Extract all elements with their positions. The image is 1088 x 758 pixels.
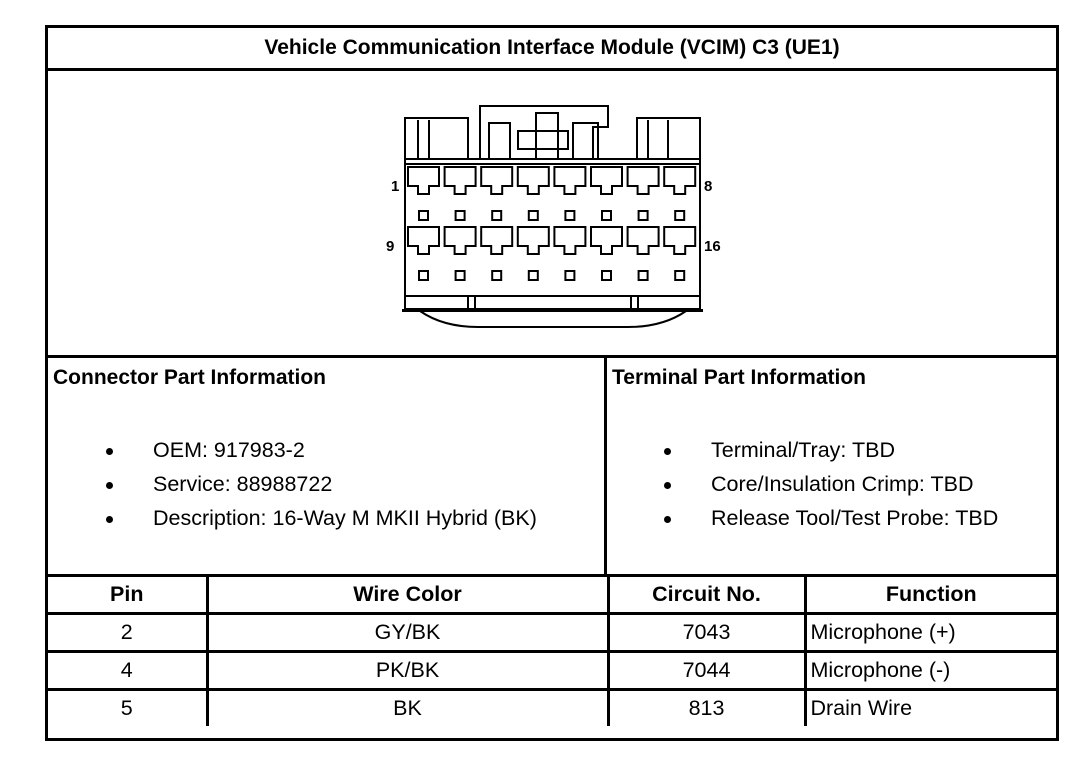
connector-oem: OEM: 917983-2 <box>153 438 305 462</box>
bullet-icon <box>664 448 671 455</box>
cell-function: Drain Wire <box>805 690 1056 727</box>
table-row <box>48 614 1056 652</box>
pin-cavity-1 <box>408 167 439 194</box>
connector-latch <box>405 118 468 159</box>
connector-housing <box>405 159 700 309</box>
terminal-info-heading: Terminal Part Information <box>612 366 866 389</box>
cell-wire-color: PK/BK <box>207 652 608 690</box>
pin-cavity-12 <box>518 227 549 254</box>
test-window-7 <box>639 211 648 220</box>
connector-sheet <box>45 25 1059 741</box>
pin-cavity-4 <box>518 167 549 194</box>
pin-cavity-14 <box>591 227 622 254</box>
terminal-crimp: Core/Insulation Crimp: TBD <box>711 472 974 496</box>
terminal-release-tool: Release Tool/Test Probe: TBD <box>711 506 999 530</box>
test-window-9 <box>419 271 428 280</box>
bullet-icon <box>664 516 671 523</box>
cell-wire-color: GY/BK <box>207 614 608 652</box>
terminal-part-info <box>607 358 1056 574</box>
table-row <box>48 690 1056 727</box>
header-function: Function <box>805 577 1056 614</box>
connector-part-info <box>48 358 607 574</box>
cell-function: Microphone (-) <box>805 652 1056 690</box>
pin-cavity-8 <box>664 167 695 194</box>
pin-cavity-10 <box>445 227 476 254</box>
connector-service: Service: 88988722 <box>153 472 333 496</box>
page-title: Vehicle Communication Interface Module (VCIM) C3 (UE1) <box>48 28 1056 71</box>
pin-cavity-11 <box>481 227 512 254</box>
test-window-14 <box>602 271 611 280</box>
bullet-icon <box>106 448 113 455</box>
pin-cavity-6 <box>591 167 622 194</box>
test-window-10 <box>456 271 465 280</box>
cell-circuit-no: 7043 <box>608 614 805 652</box>
test-window-2 <box>456 211 465 220</box>
pin-cavity-13 <box>554 227 585 254</box>
cell-circuit-no: 7044 <box>608 652 805 690</box>
pin-cavity-3 <box>481 167 512 194</box>
cell-function: Microphone (+) <box>805 614 1056 652</box>
pin-label-9: 9 <box>386 238 395 255</box>
terminal-tray: Terminal/Tray: TBD <box>711 438 895 462</box>
pin-label-1: 1 <box>391 178 400 195</box>
pin-cavity-9 <box>408 227 439 254</box>
cell-wire-color: BK <box>207 690 608 727</box>
pin-cavity-7 <box>628 167 659 194</box>
pin-cavity-2 <box>445 167 476 194</box>
part-info-section <box>48 358 1056 577</box>
header-pin: Pin <box>48 577 207 614</box>
bullet-icon <box>106 516 113 523</box>
connector-description: Description: 16-Way M MKII Hybrid (BK) <box>153 506 537 530</box>
cell-pin: 4 <box>48 652 207 690</box>
pin-cavity-5 <box>554 167 585 194</box>
connector-face-drawing <box>48 71 1056 355</box>
connector-info-heading: Connector Part Information <box>53 366 327 389</box>
connector-diagram <box>48 71 1056 358</box>
test-window-8 <box>675 211 684 220</box>
test-window-11 <box>492 271 501 280</box>
test-window-1 <box>419 211 428 220</box>
bullet-icon <box>664 482 671 489</box>
test-window-6 <box>602 211 611 220</box>
test-window-4 <box>529 211 538 220</box>
test-window-15 <box>639 271 648 280</box>
table-row <box>48 652 1056 690</box>
test-window-12 <box>529 271 538 280</box>
table-header-row <box>48 577 1056 614</box>
pin-label-16: 16 <box>704 238 721 255</box>
cell-circuit-no: 813 <box>608 690 805 727</box>
cell-pin: 5 <box>48 690 207 727</box>
pin-cavity-16 <box>664 227 695 254</box>
cell-pin: 2 <box>48 614 207 652</box>
header-circuit-no: Circuit No. <box>608 577 805 614</box>
pin-cavities <box>408 167 695 280</box>
test-window-13 <box>565 271 574 280</box>
test-window-3 <box>492 211 501 220</box>
pin-label-8: 8 <box>704 178 713 195</box>
header-wire-color: Wire Color <box>207 577 608 614</box>
pin-table <box>48 577 1056 726</box>
pin-cavity-15 <box>628 227 659 254</box>
bullet-icon <box>106 482 113 489</box>
test-window-16 <box>675 271 684 280</box>
test-window-5 <box>565 211 574 220</box>
